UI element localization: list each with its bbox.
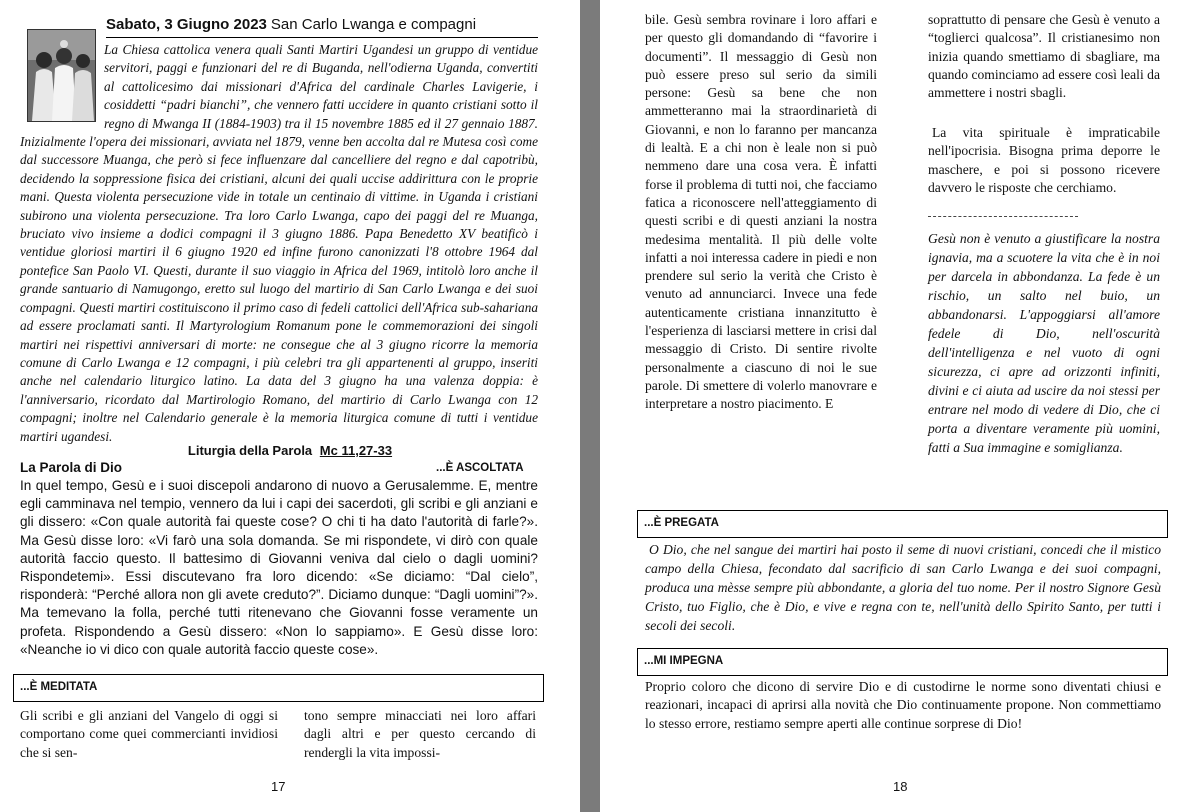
saints-photo bbox=[27, 29, 96, 122]
header-date: Sabato, 3 Giugno 2023 bbox=[106, 16, 267, 33]
gospel-text: In quel tempo, Gesù e i suoi discepoli andarono di nuovo a Gerusalemme. E, mentre egli camminava nel tempio, vennero da lui i capi dei sacerdoti, gli scribi e gli anziani e gli dissero: «Con quale autorità fai queste cose? O chi ti ha dato l'autorità di farle?». Ma Gesù disse loro: «Vi farò una sola domanda. Se mi rispondete, vi dirò con quale autorità faccio questo. Il battesimo di Giovanni veniva dal cielo o dagli uomini? Rispondetemi». Essi discutevano fra loro dicendo: «Se diciamo: “Dal cielo”, risponderà: “Perché allora non gli avete creduto?”. Diciamo dunque: “Dagli uomini”?». Ma temevano la folla, perché tutti ritenevano che Giovanni fosse veramente un profeta. Rispondendo a Gesù dissero: «Non lo sappiamo». E Gesù disse loro: «Neanche io vi dico con quale autorità faccio queste cose». bbox=[20, 478, 538, 657]
day-header bbox=[106, 16, 476, 34]
parola-label: La Parola di Dio bbox=[20, 460, 123, 475]
meditata-label: ...È MEDITATA bbox=[20, 681, 98, 693]
ascoltata-label: ...È ASCOLTATA bbox=[436, 462, 524, 474]
meditata-continued-col-2-p1: soprattutto di pensare che Gesù è venuto a “toglierci qualcosa”. Il cristianesimo non inizia quando smettiamo di sbagliare, ma quando cominciamo ad essere così leali da ammettere i nostri sbagli. bbox=[928, 12, 1160, 101]
page-17 bbox=[0, 0, 580, 812]
prayer-text: O Dio, che nel sangue dei martiri hai posto il seme di nuovi cristiani, concedi che il mistico campo della Chiesa, fecondato dal sacrificio di san Carlo Lwanga e dei suoi compagni, produca una mèsse sempre più abbondante, a gloria del tuo nome. Per il nostro Signore Gesù Cristo, tuo Figlio, che è Dio, e vive e regna con te, nell'unità dello Spirito Santo, per tutti i secoli dei secoli. bbox=[645, 542, 1161, 633]
impegna-text: Proprio coloro che dicono di servire Dio e di custodirne le norme sono diventati chiusi e reazionari, incapaci di aprirsi alla novità che Dio continuamente propone. Non commettiamo lo stesso errore, restiamo sempre aperti alle continue sorprese di Dio! bbox=[645, 679, 1161, 731]
meditata-col-2: tono sempre minacciati nei loro affari dagli altri e per questo cercando di rendergli la vita impossi- bbox=[304, 708, 536, 760]
header-rule bbox=[106, 37, 538, 38]
page-gutter bbox=[580, 0, 600, 812]
meditata-continued-col-1: bile. Gesù sembra rovinare i loro affari e per questo gli domandando di “favorire i documenti”. Il messaggio di Gesù non può essere preso sul serio da simili persone: Gesù sa bene che non ammetteranno mai la straordinarietà di Giovanni, e non lo faranno per mancanza di lealtà. E a chi non è leale non si può nemmeno dare una cosa vera. È infatti forse il problema di tutti noi, che facciamo fatica a riconoscere nell'atteggiamento di questi scribi e di questi anziani la nostra medesima mentalità. Il più delle volte infatti a noi interessa cadere in piedi e non prendere sul serio la verità che Cristo è venuto ad annunciarci. Invece una fede autenticamente cristiana innanzitutto è l'esperienza di lasciarsi mettere in crisi dal messaggio di Cristo. Di sentire rivolte personalmente a ciascuno di noi le sue parole. Di smettere di volerlo manovrare e interpretare a nostro piacimento. E bbox=[645, 12, 877, 412]
header-saint: San Carlo Lwanga e compagni bbox=[270, 16, 477, 33]
impegna-label: ...MI IMPEGNA bbox=[644, 655, 724, 667]
page-18 bbox=[600, 0, 1184, 812]
pregata-label: ...È PREGATA bbox=[644, 517, 719, 529]
liturgy-title bbox=[0, 443, 580, 458]
meditata-box bbox=[13, 674, 544, 702]
liturgy-reference: Mc 11,27-33 bbox=[319, 443, 393, 458]
page-number-17: 17 bbox=[271, 779, 286, 794]
page-number-18: 18 bbox=[893, 779, 908, 794]
liturgy-title-text: Liturgia della Parola bbox=[187, 443, 313, 458]
impegna-box bbox=[637, 648, 1168, 676]
section-separator bbox=[928, 216, 1078, 217]
pregata-box bbox=[637, 510, 1168, 538]
reflection-quote: Gesù non è venuto a giustificare la nostra ignavia, ma a scuotere la vita che è in noi per darcela in abbondanza. La fede è un rischio, un salto nel buio, un abbandonarsi. L'appoggiarsi all'amore fedele di Dio, nell'oscurità dell'intelligenza e nel vuoto di ogni sicurezza, ci apre ad orizzonti infiniti, divini e ci aiuta ad uscire da noi stessi per entrare nel modo di vedere di Dio, che ci porta a diventare veramente più uomini, fatti a Sua immagine e somiglianza. bbox=[928, 231, 1160, 455]
meditata-col-1: Gli scribi e gli anziani del Vangelo di oggi si comportano come quei commercianti invidiosi che si sen- bbox=[20, 708, 278, 760]
saint-intro bbox=[20, 41, 538, 446]
meditata-continued-col-2-p2: La vita spirituale è impraticabile nell'ipocrisia. Bisogna prima deporre le maschere, e poi si possono ricevere davvero le risposte che cerchiamo. bbox=[928, 125, 1160, 195]
saint-intro-text: La Chiesa cattolica venera quali Santi Martiri Ugandesi un gruppo di ventidue servitori, paggi e funzionari del re di Buganda, nell'odierna Uganda, convertiti al cattolicesimo dai missionari d'Africa del cardinale Charles Lavigerie, i cosiddetti “padri bianchi”, che vennero fatti uccidere in quanto cristiani sotto il regno di Mwanga II (1884-1903) tra il 15 novembre 1885 ed il 27 gennaio 1887. Inizialmente l'opera dei missionari, avviata nel 1879, venne ben accolta dal re Mutesa così come dal successore Muanga, che però si fece influenzare dal cancelliere del regno e dal capotribù, decidendo la soppressione fisica dei cristiani, alcuni dei quali uccise addirittura con le proprie mani. Questa violenta persecuzione vide in totale un centinaio di vittime. in Uganda i cristiani subirono una violenta persecuzione. Tra loro Carlo Lwanga, capo dei paggi del re Muanga, bruciato vivo insieme a dodici compagni il 3 giugno 1886. Papa Benedetto XV beatificò i ventidue gloriosi martiri il 6 giugno 1920 ed infine furono canonizzati l'8 ottobre 1964 dal pontefice San Paolo VI. Questi, durante il suo viaggio in Africa del 1969, intitolò loro anche il grande santuario di Namugongo, eretto sul luogo del martirio di San Carlo Lwanga e dei suoi compagni. Questi martiri costituiscono il primo caso di fedeli cattolici dell'Africa sub-sahariana ad essere proclamati santi. Il Martyrologium Romanum pone le commemorazioni dei singoli martiri nei rispettivi anniversari di morte: ne consegue che al 3 giugno ricorre la memoria comune di Carlo Lwanga e 12 compagni, i più celebri tra gli appartenenti al gruppo, inseriti anche nel calendario liturgico latino. La data del 3 giugno ha una valenza doppia: è l'anniversario, ricordato dal Martirologio Romano, del martirio di Carlo Lwanga con 12 compagni; inoltre nel Calendario generale è la memoria liturgica comune di tutti i ventidue martiri ugandesi. bbox=[20, 42, 538, 444]
